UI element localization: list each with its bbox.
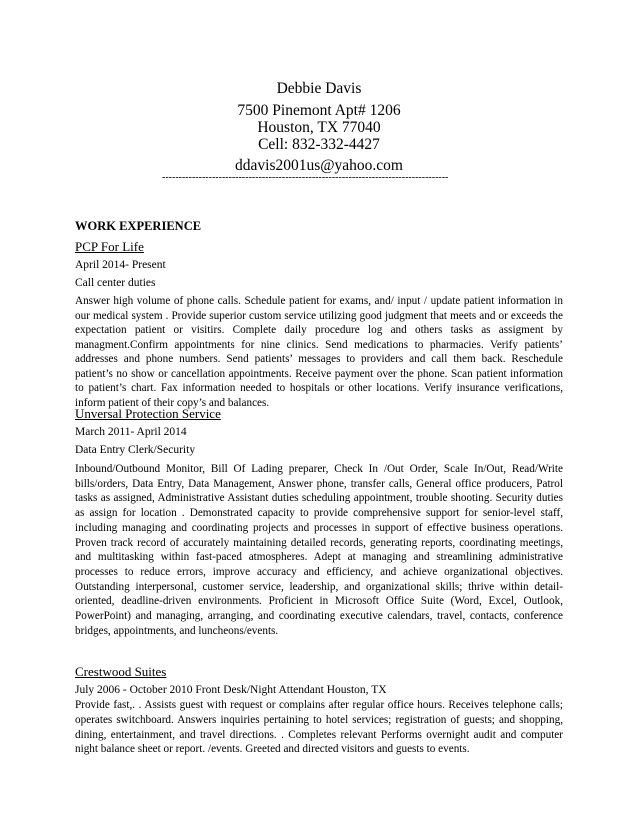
job-dates: March 2011- April 2014 xyxy=(75,426,187,438)
job-dates: April 2014- Present xyxy=(75,259,166,271)
job-dates: July 2006 - October 2010 Front Desk/Night Attendant Houston, TX xyxy=(75,684,387,696)
job-company: Unversal Protection Service xyxy=(75,406,221,421)
job-description: Provide fast,. . Assists guest with request or complains after regular office hours. Receives telephone calls; operates switchboard. Answers inquiries pertaining to hotel services; registration of guests; and shopping, dining, entertainment, and travel directions. . Completes relevant Performs overnight audit and computer night balance sheet or report. /events. Greeted and directed visitors and guests to events. xyxy=(75,699,563,756)
job-title: Call center duties xyxy=(75,277,156,289)
address-line-1: 7500 Pinemont Apt# 1206 xyxy=(237,102,401,119)
candidate-name: Debbie Davis xyxy=(276,80,362,97)
job-description: Answer high volume of phone calls. Schedule patient for exams, and/ input / update patient information in our medical system . Provide superior custom service utilizing good judgment that meets and or exceeds the expectation patient or visitirs. Complete daily procedure log and others tasks as assigment by managment.Confirm appointments for nine clinics. Send medications to pharmacies. Verify patients’ addresses and phone numbers. Send patients’ messages to providers and call them back. Reschedule patient’s no show or cancellation appointments. Receive payment over the phone. Scan patient information to patient’s chart. Fax information needed to hospitals or other locations. Verify insurance verifications, inform patient of their copy’s and balances. xyxy=(75,295,563,409)
section-title-work-experience: WORK EXPERIENCE xyxy=(75,219,202,233)
address-line-2: Houston, TX 77040 xyxy=(257,119,381,136)
job-company: Crestwood Suites xyxy=(75,664,167,679)
job-company: PCP For Life xyxy=(75,239,144,254)
header-divider: -------------------------------------------------------------------------------------- xyxy=(162,172,449,183)
email-address: ddavis2001us@yahoo.com xyxy=(235,157,403,174)
job-title: Data Entry Clerk/Security xyxy=(75,444,196,456)
job-description: Inbound/Outbound Monitor, Bill Of Lading preparer, Check In /Out Order, Scale In/Out, Read/Write bills/orders, Data Entry, Data Management, Answer phone, transfer calls, General office producers, Patrol tasks as assigned, Administrative Assistant duties scheduling appointment, trouble shooting. Security duties as assign for location . Demonstrated capacity to provide comprehensive support for senior-level staff, including managing and coordinating projects and processes in support of effective business operations. Proven track record of accurately maintaining detailed records, generating reports, coordinating meetings, and multitasking within fast-paced atmospheres. Adept at managing and streamlining administrative processes to reduce errors, improve accuracy and efficiency, and achieve organizational objectives. Outstanding interpersonal, customer service, leadership, and organizational skills; thrive within detail-oriented, deadline-driven environments. Proficient in Microsoft Office Suite (Word, Excel, Outlook, PowerPoint) and managing, arranging, and coordinating executive calendars, travel, contacts, conference bridges, appointments, and luncheons/events. xyxy=(75,463,563,637)
cell-phone: Cell: 832-332-4427 xyxy=(258,136,380,153)
